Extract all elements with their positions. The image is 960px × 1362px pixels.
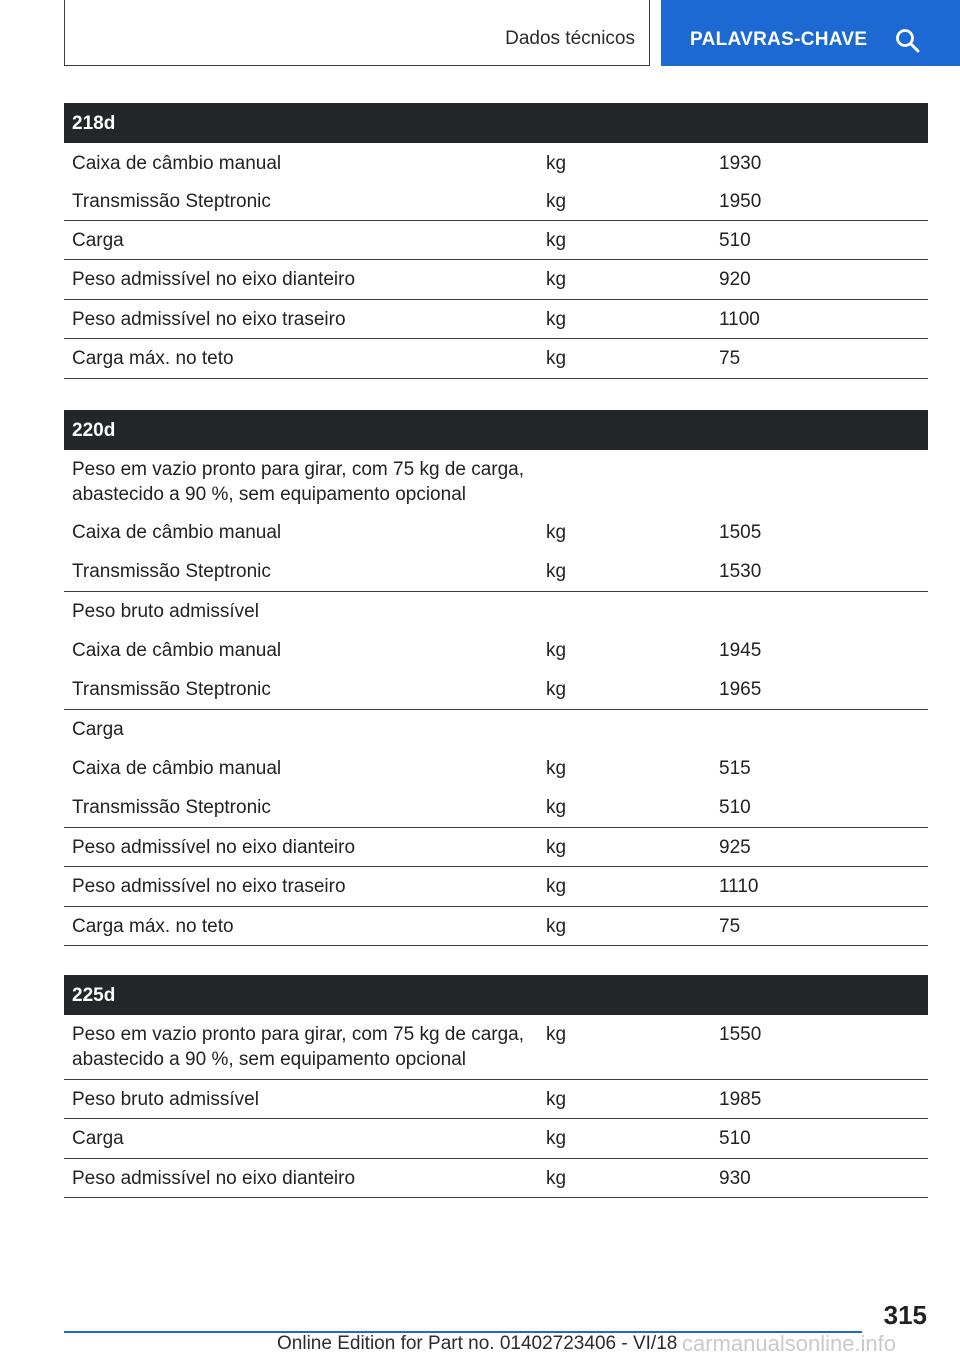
spec-table-225d (64, 975, 928, 1198)
table-row (64, 513, 928, 552)
page-header (0, 0, 960, 66)
table-row (64, 749, 928, 788)
row-unit: kg (546, 522, 567, 543)
row-value: 1505 (719, 522, 762, 543)
row-unit: kg (546, 348, 567, 369)
header-section-box (64, 0, 650, 66)
row-label: Carga (72, 1128, 124, 1149)
row-unit: kg (546, 916, 567, 937)
search-icon (895, 28, 921, 54)
row-value: 510 (719, 797, 751, 818)
row-unit: kg (546, 758, 567, 779)
row-unit: kg (546, 1128, 567, 1149)
row-label: Peso admissível no eixo dianteiro (72, 837, 356, 858)
table-row (64, 300, 928, 339)
table-row (64, 1015, 928, 1080)
table-row (64, 670, 928, 710)
table-row (64, 182, 928, 221)
row-value: 1950 (719, 191, 762, 212)
row-label: Peso bruto admissível (72, 1089, 259, 1110)
row-unit: kg (546, 153, 567, 174)
table-title: 220d (64, 410, 928, 450)
table-row (64, 1119, 928, 1159)
row-unit: kg (546, 230, 567, 251)
row-unit: kg (546, 837, 567, 858)
row-label: Transmissão Steptronic (72, 191, 271, 212)
row-unit: kg (546, 640, 567, 661)
row-value: 920 (719, 269, 751, 290)
table-row (64, 828, 928, 867)
row-value: 75 (719, 916, 741, 937)
row-unit: kg (546, 679, 567, 700)
table-row (64, 143, 928, 182)
table-row (64, 710, 928, 749)
row-label: Caixa de câmbio manual (72, 640, 282, 661)
row-value: 75 (719, 348, 741, 369)
row-label: Peso admissível no eixo traseiro (72, 309, 346, 330)
row-label: Caixa de câmbio manual (72, 522, 282, 543)
row-label: Caixa de câmbio manual (72, 758, 282, 779)
row-value: 1945 (719, 640, 762, 661)
row-label: Peso em vazio pronto para girar, com 75 kg de carga, abastecido a 90 %, sem equipamento opcional (72, 1024, 525, 1070)
edition-text: Online Edition for Part no. 01402723406 - VI/18 (277, 1333, 678, 1354)
table-title: 218d (64, 103, 928, 143)
row-value: 930 (719, 1168, 751, 1189)
row-value: 1930 (719, 153, 762, 174)
row-unit: kg (546, 1168, 567, 1189)
row-label: Transmissão Steptronic (72, 797, 271, 818)
row-label: Transmissão Steptronic (72, 561, 271, 582)
spec-table-220d (64, 410, 928, 946)
row-label: Caixa de câmbio manual (72, 153, 282, 174)
spec-table-218d (64, 103, 928, 379)
row-value: 510 (719, 230, 751, 251)
table-row (64, 339, 928, 379)
row-label: Peso em vazio pronto para girar, com 75 kg de carga, abastecido a 90 %, sem equipamento opcional (72, 459, 525, 505)
row-label: Carga (72, 719, 124, 740)
row-label: Carga (72, 230, 124, 251)
row-unit: kg (546, 191, 567, 212)
row-label: Peso bruto admissível (72, 601, 259, 622)
row-unit: kg (546, 797, 567, 818)
row-label: Transmissão Steptronic (72, 679, 271, 700)
row-label: Peso admissível no eixo dianteiro (72, 1168, 356, 1189)
row-unit: kg (546, 561, 567, 582)
row-label: Peso admissível no eixo dianteiro (72, 269, 356, 290)
row-value: 1550 (719, 1024, 762, 1045)
row-value: 1965 (719, 679, 762, 700)
page-number: 315 (883, 1300, 927, 1330)
table-row (64, 221, 928, 260)
row-unit: kg (546, 309, 567, 330)
table-row (64, 592, 928, 631)
table-row (64, 552, 928, 592)
table-row (64, 1159, 928, 1198)
table-title: 225d (64, 975, 928, 1015)
row-label: Peso admissível no eixo traseiro (72, 876, 346, 897)
table-row (64, 1080, 928, 1119)
row-label: Carga máx. no teto (72, 348, 234, 369)
table-row (64, 450, 928, 513)
keywords-label: PALAVRAS-CHAVE (690, 29, 868, 50)
row-value: 510 (719, 1128, 751, 1149)
row-label: Carga máx. no teto (72, 916, 234, 937)
row-value: 1110 (719, 876, 759, 897)
section-title: Dados técnicos (505, 28, 635, 49)
row-unit: kg (546, 876, 567, 897)
table-row (64, 867, 928, 907)
row-value: 515 (719, 758, 751, 779)
row-value: 1100 (719, 309, 760, 330)
keywords-button[interactable] (661, 0, 960, 66)
row-value: 1530 (719, 561, 762, 582)
table-row (64, 907, 928, 946)
table-row (64, 260, 928, 300)
row-unit: kg (546, 269, 567, 290)
row-value: 925 (719, 837, 751, 858)
row-value: 1985 (719, 1089, 762, 1110)
watermark: carmanualsonline.info (682, 1331, 897, 1356)
row-unit: kg (546, 1089, 567, 1110)
table-row (64, 631, 928, 670)
table-row (64, 788, 928, 828)
row-unit: kg (546, 1024, 567, 1045)
